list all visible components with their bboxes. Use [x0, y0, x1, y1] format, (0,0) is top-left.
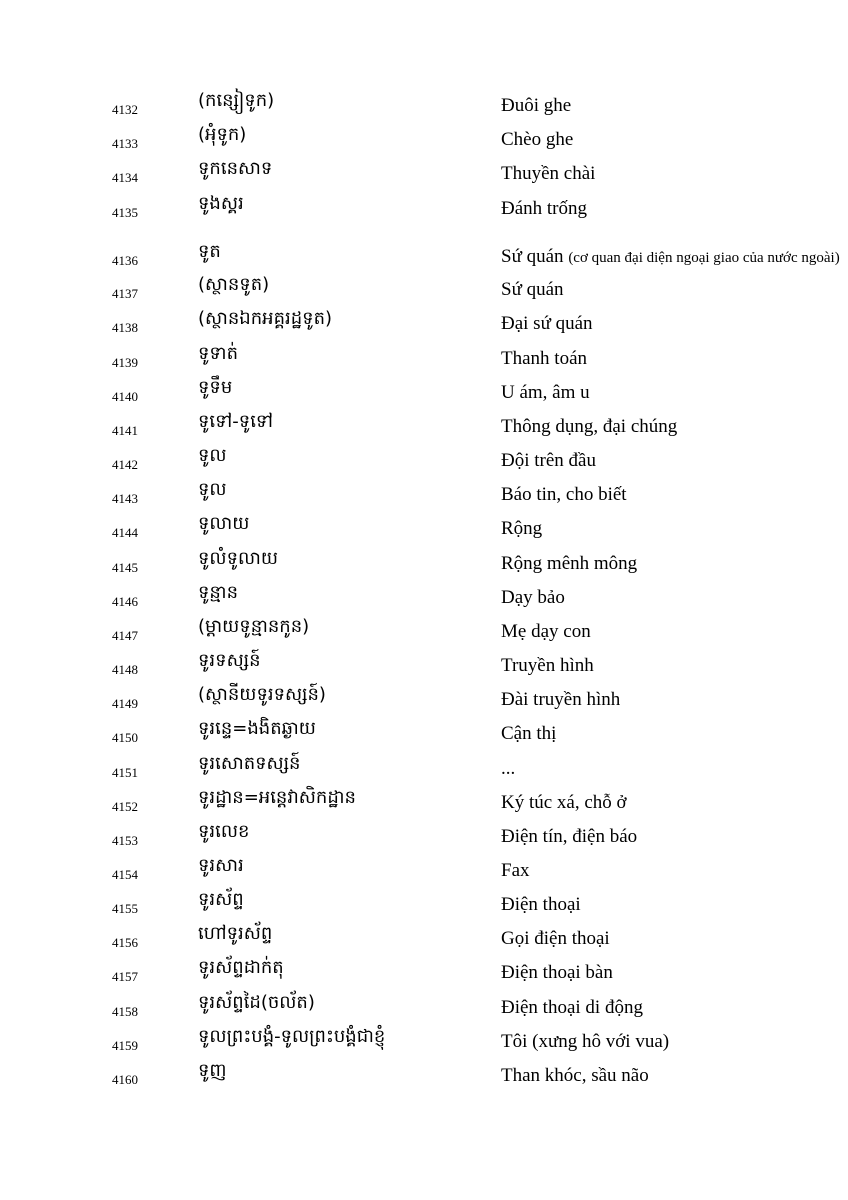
- khmer-term: ទូរន្ទេ=ងងិតឆ្ងាយ: [198, 718, 316, 739]
- khmer-term: ទូទឹម: [198, 377, 233, 398]
- khmer-term: ទូល: [198, 445, 227, 466]
- khmer-term: ទូរសោតទស្សន៍: [198, 753, 301, 774]
- entry-row: [0, 890, 848, 920]
- khmer-term: ទូរដ្ឋាន=អន្តេវាសិកដ្ឋាន: [198, 787, 356, 808]
- vietnamese-translation: U ám, âm u: [501, 382, 590, 403]
- entry-number: 4149: [112, 696, 138, 711]
- entry-number: 4143: [112, 491, 138, 506]
- entry-number: 4148: [112, 662, 138, 677]
- vietnamese-translation: Dạy bảo: [501, 587, 565, 608]
- khmer-term: (កន្សៀទូក): [198, 90, 275, 111]
- vietnamese-translation: ...: [501, 758, 516, 779]
- entry-number: 4137: [112, 286, 138, 301]
- khmer-term: ទូទៅ-ទូទៅ: [198, 411, 274, 432]
- vietnamese-translation: Đại sứ quán: [501, 313, 593, 334]
- entry-number: 4135: [112, 205, 138, 220]
- entry-row: [0, 754, 848, 784]
- entry-row: [0, 446, 848, 476]
- entry-number: 4145: [112, 560, 138, 575]
- entry-number: 4155: [112, 901, 138, 916]
- entry-row: [0, 822, 848, 852]
- khmer-term: (ម្ដាយទូន្មានកូន): [198, 616, 310, 637]
- entry-number: 4136: [112, 253, 138, 268]
- vietnamese-translation: Đội trên đầu: [501, 450, 596, 471]
- entry-row: [0, 617, 848, 647]
- entry-number: 4154: [112, 867, 138, 882]
- khmer-term: ហៅទូរស័ព្ទ: [198, 923, 273, 944]
- khmer-term: ទូទាត់: [198, 343, 238, 364]
- khmer-term: ទូងស្គរ: [198, 193, 244, 214]
- vietnamese-translation: Điện thoại: [501, 894, 581, 915]
- entry-row: [0, 242, 848, 272]
- entry-number: 4158: [112, 1004, 138, 1019]
- entry-number: 4159: [112, 1038, 138, 1053]
- entry-row: [0, 344, 848, 374]
- khmer-term: ទូរស័ព្ទ: [198, 889, 244, 910]
- vietnamese-translation: Thuyền chài: [501, 163, 596, 184]
- vietnamese-translation: Đánh trống: [501, 198, 588, 219]
- vietnamese-translation: [501, 246, 840, 269]
- khmer-term: (អុំទូក): [198, 124, 247, 145]
- khmer-term: ទូរសារ: [198, 855, 244, 876]
- entry-row: [0, 549, 848, 579]
- entry-row: [0, 788, 848, 818]
- entry-number: 4160: [112, 1072, 138, 1087]
- entry-number: 4151: [112, 765, 138, 780]
- entry-row: [0, 194, 848, 224]
- khmer-term: ទូត: [198, 241, 221, 262]
- entry-number: 4140: [112, 389, 138, 404]
- translation-main: Sứ quán: [501, 246, 564, 267]
- khmer-term: (ស្ថានទូត): [198, 274, 270, 295]
- entry-number: 4156: [112, 935, 138, 950]
- entry-row: [0, 159, 848, 189]
- entry-number: 4141: [112, 423, 138, 438]
- entry-row: [0, 480, 848, 510]
- entry-number: 4132: [112, 102, 138, 117]
- khmer-term: ទូលំទូលាយ: [198, 548, 278, 569]
- vietnamese-translation: Thông dụng, đại chúng: [501, 416, 678, 437]
- entry-row: [0, 1061, 848, 1091]
- entry-number: 4139: [112, 355, 138, 370]
- entry-number: 4133: [112, 136, 138, 151]
- entry-row: [0, 993, 848, 1023]
- khmer-term: ទូលាយ: [198, 513, 250, 534]
- entry-row: [0, 685, 848, 715]
- vietnamese-translation: Ký túc xá, chỗ ở: [501, 792, 627, 813]
- vietnamese-translation: Gọi điện thoại: [501, 928, 610, 949]
- entry-number: 4142: [112, 457, 138, 472]
- vietnamese-translation: Báo tin, cho biết: [501, 484, 627, 505]
- khmer-term: (ស្ថានីយទូរទស្សន៍): [198, 684, 326, 705]
- entry-row: [0, 378, 848, 408]
- khmer-term: ទូលព្រះបង្គំ-ទូលព្រះបង្គំជាខ្ញុំ: [198, 1026, 386, 1047]
- entry-row: [0, 91, 848, 121]
- vietnamese-translation: Chèo ghe: [501, 129, 574, 150]
- entry-number: 4157: [112, 969, 138, 984]
- vietnamese-translation: Cận thị: [501, 723, 557, 744]
- entry-number: 4152: [112, 799, 138, 814]
- entry-row: [0, 958, 848, 988]
- entry-row: [0, 583, 848, 613]
- entry-number: 4134: [112, 170, 138, 185]
- entry-row: [0, 924, 848, 954]
- translation-note: (cơ quan đại diện ngoại giao của nước ngoài): [568, 250, 840, 266]
- vietnamese-translation: Điện thoại di động: [501, 997, 643, 1018]
- vietnamese-translation: Đài truyền hình: [501, 689, 621, 710]
- khmer-term: ទូរស័ព្ទដៃ(ចល័ត): [198, 992, 315, 1013]
- entry-number: 4146: [112, 594, 138, 609]
- khmer-term: ទូល: [198, 479, 227, 500]
- khmer-term: (ស្ថានឯកអគ្គរដ្ឋទូត): [198, 308, 333, 329]
- khmer-term: ទូញ: [198, 1060, 227, 1081]
- vietnamese-translation: Rộng: [501, 518, 543, 539]
- entry-row: [0, 125, 848, 155]
- vietnamese-translation: Rộng mênh mông: [501, 553, 638, 574]
- khmer-term: ទូរលេខ: [198, 821, 250, 842]
- vietnamese-translation: Điện thoại bàn: [501, 962, 613, 983]
- vietnamese-translation: Mẹ dạy con: [501, 621, 591, 642]
- khmer-term: ទូរទស្សន៍: [198, 650, 261, 671]
- vietnamese-translation: Than khóc, sầu não: [501, 1065, 649, 1086]
- entry-row: [0, 651, 848, 681]
- entry-number: 4144: [112, 525, 138, 540]
- entry-number: 4153: [112, 833, 138, 848]
- khmer-term: ទូកនេសាទ: [198, 158, 273, 179]
- khmer-term: ទូន្មាន: [198, 582, 238, 603]
- entry-row: [0, 309, 848, 339]
- vietnamese-translation: Fax: [501, 860, 530, 881]
- vietnamese-translation: Đuôi ghe: [501, 95, 572, 116]
- khmer-term: ទូរស័ព្ទដាក់តុ: [198, 957, 284, 978]
- vietnamese-translation: Điện tín, điện báo: [501, 826, 638, 847]
- vietnamese-translation: Thanh toán: [501, 348, 588, 369]
- vietnamese-translation: Sứ quán: [501, 279, 564, 300]
- vietnamese-translation: Truyền hình: [501, 655, 594, 676]
- entry-row: [0, 1027, 848, 1057]
- entry-row: [0, 412, 848, 442]
- entry-number: 4138: [112, 320, 138, 335]
- entry-row: [0, 856, 848, 886]
- entry-row: [0, 275, 848, 305]
- vietnamese-translation: Tôi (xưng hô với vua): [501, 1031, 670, 1052]
- entry-number: 4147: [112, 628, 138, 643]
- entry-row: [0, 514, 848, 544]
- entry-row: [0, 719, 848, 749]
- entry-number: 4150: [112, 730, 138, 745]
